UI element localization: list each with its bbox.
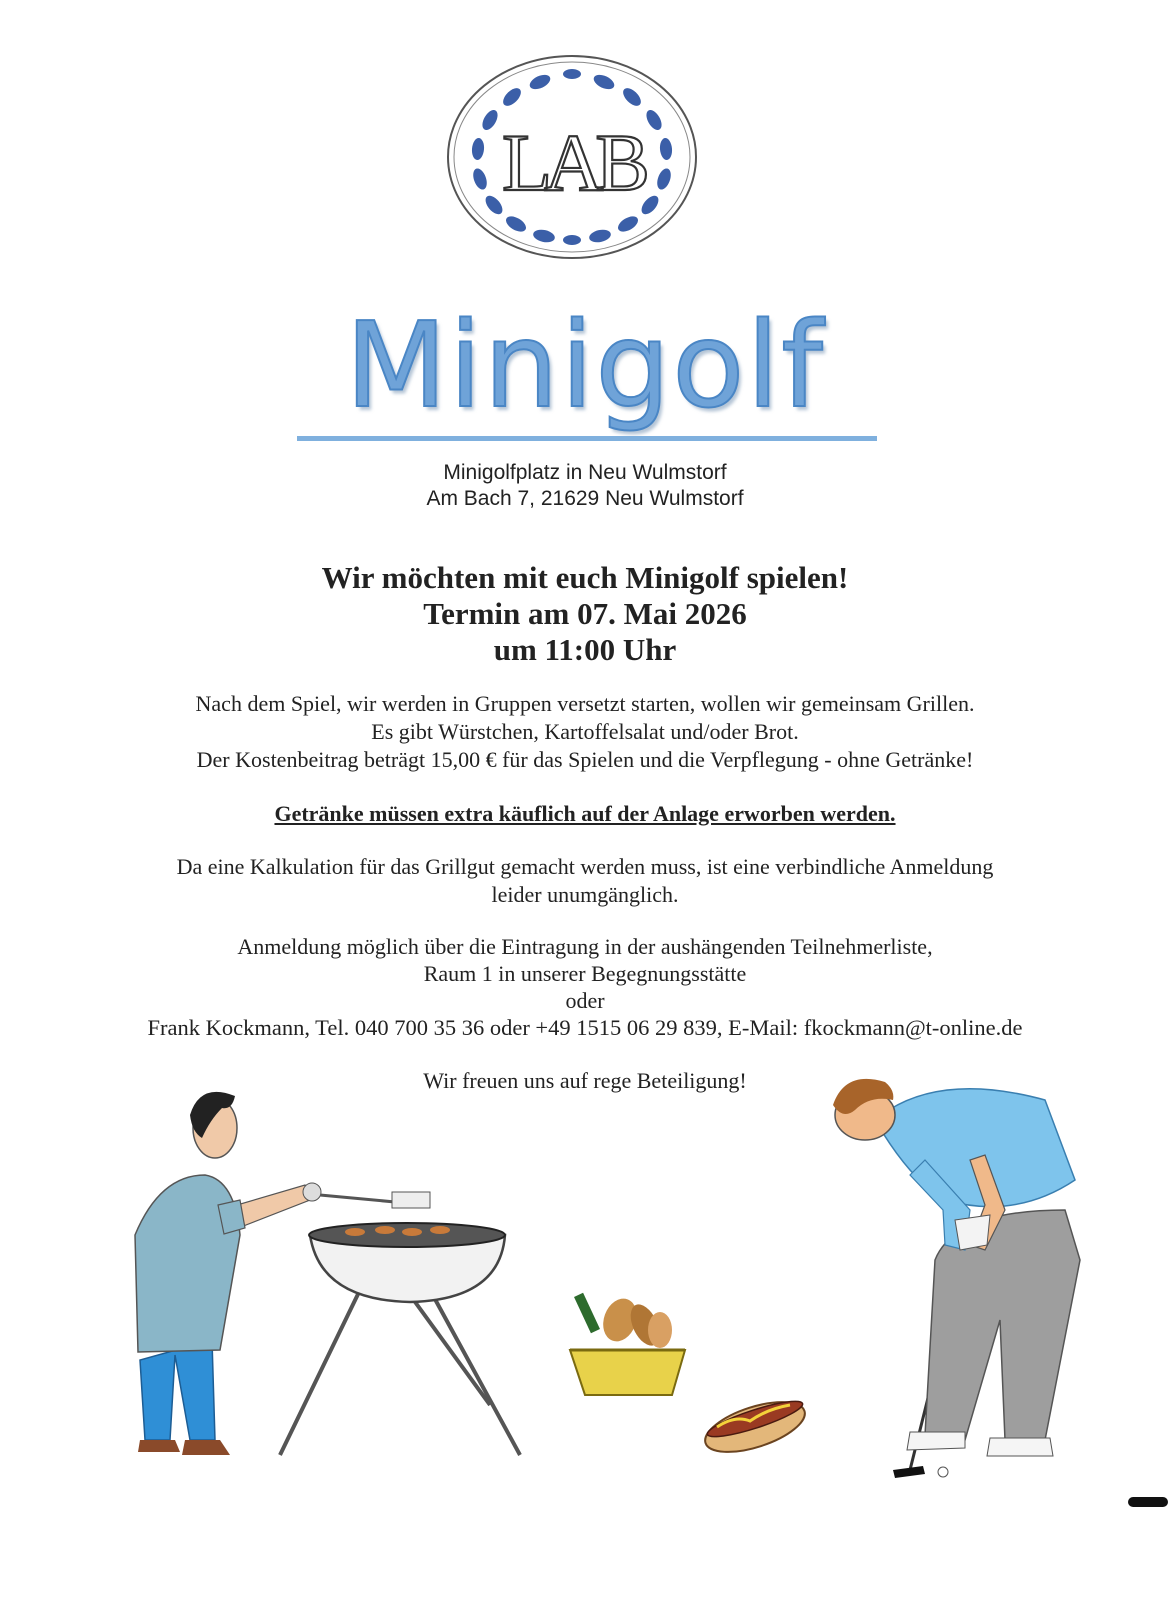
detail-registration-required-cont: leider unumgänglich. <box>491 882 679 907</box>
registration-room: Raum 1 in unserer Begegnungsstätte <box>423 961 747 986</box>
headline-date: Termin am 07. Mai 2026 <box>423 596 747 631</box>
registration-contact: Frank Kockmann, Tel. 040 700 35 36 oder +49 1515 06 29 839, E-Mail: fkockmann@t-online.de <box>147 1015 1023 1040</box>
food-basket-illustration <box>560 1285 695 1405</box>
golfer-illustration <box>815 1060 1105 1490</box>
venue-name: Minigolfplatz in Neu Wulmstorf <box>443 461 727 484</box>
man-grilling-illustration <box>120 1060 540 1480</box>
detail-cost: Der Kostenbeitrag beträgt 15,00 € für das Spielen und die Verpflegung - ohne Getränke! <box>196 747 974 772</box>
closing-line: Wir freuen uns auf rege Beteiligung! <box>423 1068 747 1093</box>
detail-registration-required: Da eine Kalkulation für das Grillgut gemacht werden muss, ist eine verbindliche Anmeldung <box>176 854 994 879</box>
hotdog-illustration <box>695 1375 815 1460</box>
drinks-note-line <box>0 800 1170 828</box>
lab-logo <box>444 52 700 262</box>
headline-time: um 11:00 Uhr <box>493 632 677 667</box>
page-title: Minigolf <box>345 296 825 434</box>
venue-address: Am Bach 7, 21629 Neu Wulmstorf <box>426 487 744 510</box>
detail-grilling: Nach dem Spiel, wir werden in Gruppen versetzt starten, wollen wir gemeinsam Grillen. <box>195 691 975 716</box>
registration-or: oder <box>565 988 605 1013</box>
registration-list: Anmeldung möglich über die Eintragung in der aushängenden Teilnehmerliste, <box>237 934 933 959</box>
edge-mark <box>1128 1497 1168 1507</box>
drinks-note: Getränke müssen extra käuflich auf der Anlage erworben werden. <box>274 801 896 826</box>
title-underline <box>297 436 877 441</box>
detail-food: Es gibt Würstchen, Kartoffelsalat und/oder Brot. <box>371 719 799 744</box>
headline-invite: Wir möchten mit euch Minigolf spielen! <box>321 560 849 595</box>
svg-text:LAB: LAB <box>502 117 642 208</box>
